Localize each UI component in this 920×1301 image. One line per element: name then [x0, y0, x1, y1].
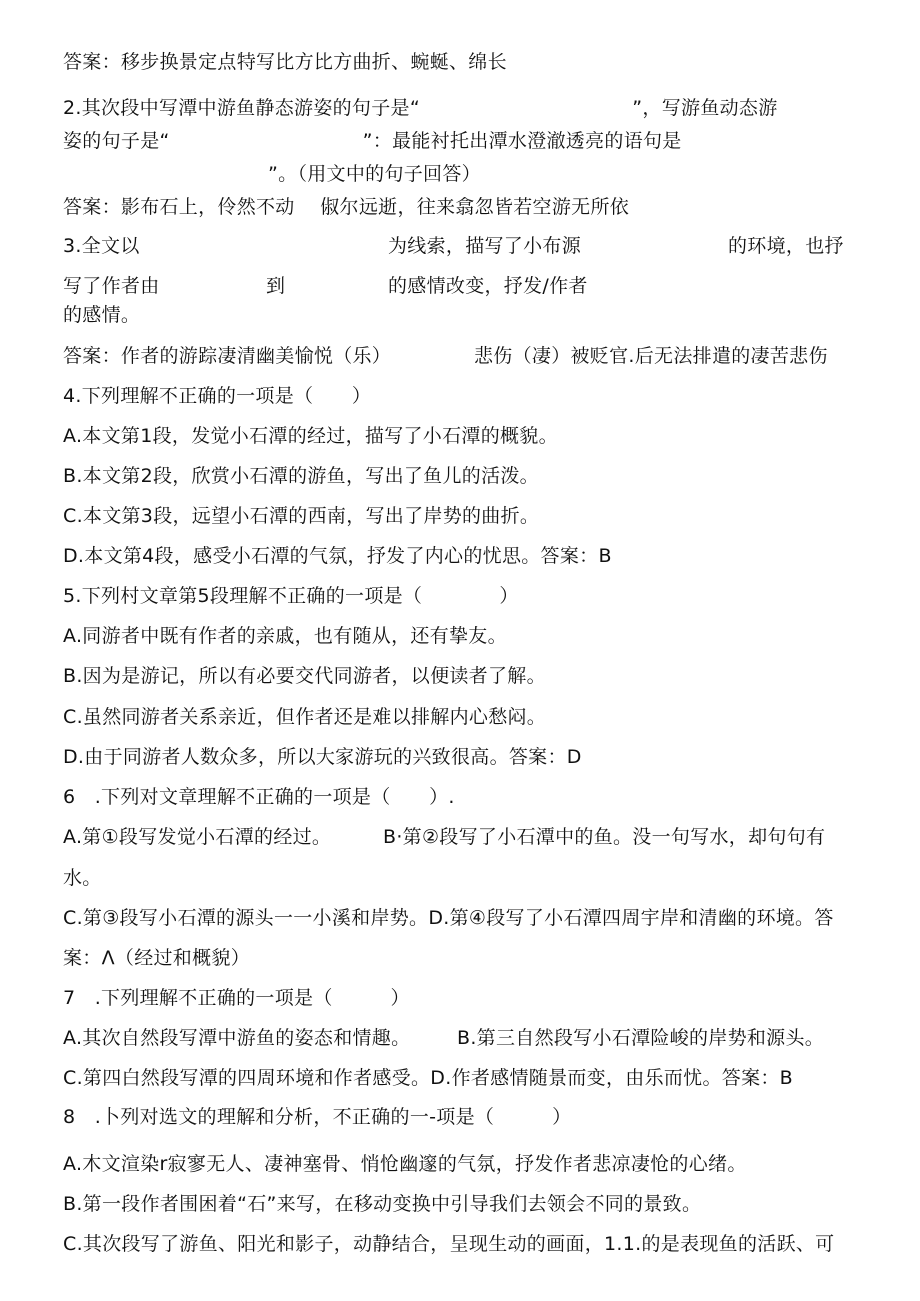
question-6-option-b: B·第②段写了小石潭中的鱼。没一句写水，却句句有 [383, 826, 826, 848]
question-5-option-c: C.虽然同游者关系亲近，但作者还是难以排解内心愁闷。 [63, 706, 547, 728]
question-3-line-3: 的感情。 [63, 304, 141, 326]
question-5-option-a: A.同游者中既有作者的亲戚，也有随从，还有挚友。 [63, 625, 507, 647]
question-3-part-c: 的环境，也抒 [728, 235, 844, 257]
question-2-line-3: ”。（用文中的句子回答） [268, 163, 481, 185]
question-3-part-d: 写了作者由 [63, 275, 160, 297]
question-7-option-b: B.第三自然段写小石潭险峻的岸势和源头。 [457, 1027, 825, 1049]
question-3-part-e: 到 [266, 275, 286, 297]
question-8: 8 .卜列对选文的理解和分析，不正确的一-项是（ ） [63, 1106, 572, 1128]
question-7-option-a: A.其次自然段写潭中游鱼的姿态和情趣。 [63, 1027, 411, 1049]
question-5: 5.下列村文章第5段理解不正确的一项是（ ） [63, 585, 519, 607]
question-8-option-a: A.木文渲染r寂寥无人、凄神塞骨、悄怆幽邃的气氛，抒发作者悲凉凄怆的心绪。 [63, 1153, 747, 1175]
question-2-line-1: 2.其次段中写潭中游鱼静态游姿的句子是“ ”，写游鱼动态游 [63, 97, 778, 119]
question-7: 7 .下列理解不正确的一项是（ ） [63, 987, 410, 1009]
question-4-option-b: B.本文第2段，欣赏小石潭的游鱼，写出了鱼儿的活泼。 [63, 465, 539, 487]
question-6-line-3: 水。 [63, 867, 102, 889]
question-6-option-c-d: C.第③段写小石潭的源头一一小溪和岸势。D.第④段写了小石潭四周宇岸和清幽的环境。答 [63, 907, 834, 929]
question-8-option-b: B.第一段作者围困着“石”来写，在移动变换中引导我们去领会不同的景致。 [63, 1193, 702, 1215]
question-3-part-a: 3.全文以 [63, 235, 140, 257]
question-4: 4.下列理解不正确的一项是（ ） [63, 385, 372, 407]
question-6-option-a: A.第①段写发觉小石潭的经过。 [63, 826, 332, 848]
answer-line-2: 答案：影布石上，伶然不动 俶尔远逝，往来翕忽皆若空游无所依 [63, 196, 630, 218]
question-3-part-b: 为线索，描写了小布源 [388, 235, 582, 257]
question-2-line-2: 姿的句子是“ ”：最能衬托出潭水澄澈透亮的语句是 [63, 130, 682, 152]
answer-line-3a: 答案：作者的游踪凄清幽美愉悦（乐） [63, 345, 392, 367]
answer-line-6: 案：Λ（经过和概貌） [63, 947, 250, 969]
answer-line-3b: 悲伤（凄）被贬官.后无法排遣的凄苦悲伤 [474, 345, 828, 367]
question-4-option-a: A.本文第1段，发觉小石潭的经过，描写了小石潭的概貌。 [63, 425, 558, 447]
question-4-option-c: C.本文第3段，远望小石潭的西南，写出了岸势的曲折。 [63, 505, 540, 527]
question-6: 6 .下列对文章理解不正确的一项是（ ）. [63, 786, 455, 808]
question-8-option-c: C.其次段写了游鱼、阳光和影子，动静结合，呈现生动的画面，1.1.的是表现鱼的活跃、可 [63, 1233, 835, 1255]
question-5-option-b: B.因为是游记，所以有必要交代同游者，以便读者了解。 [63, 665, 546, 687]
question-4-option-d: D.本文第4段，感受小石潭的气氛，抒发了内心的忧思。答案：B [63, 545, 612, 567]
question-7-option-c-d: C.第四白然段写潭的四周环境和作者感受。D.作者感情随景而变，由乐而忧。答案：B [63, 1067, 794, 1089]
answer-line-1: 答案：移步换景定点特写比方比方曲折、蜿蜒、绵长 [63, 51, 507, 73]
question-5-option-d: D.由于同游者人数众多，所以大家游玩的兴致很高。答案：D [63, 746, 582, 768]
question-3-part-f: 的感情改变，抒发/作者 [388, 275, 588, 297]
